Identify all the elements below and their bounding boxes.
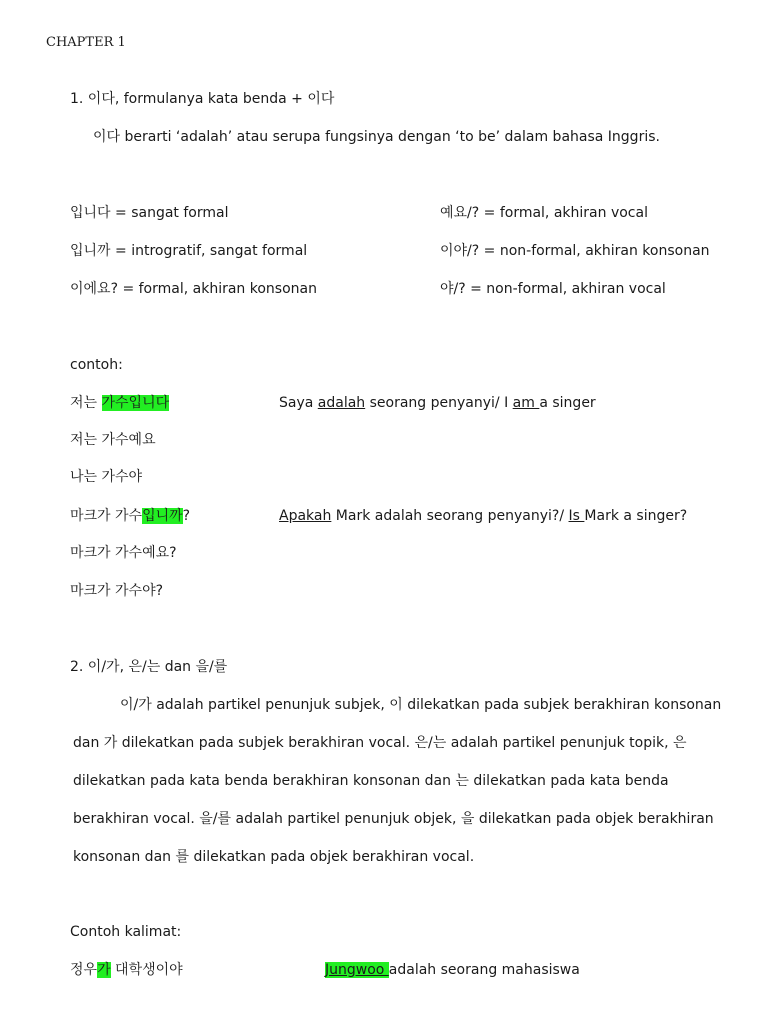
section2-example-korean: [70, 960, 183, 980]
trans-1-a: Saya: [279, 395, 318, 411]
s2-example-pre: 정우: [70, 962, 98, 978]
section2-line-2: dan 가 dilekatkan pada subjek berakhiran vocal. 은/는 adalah partikel penunjuk topik, 은: [73, 735, 687, 751]
section2-example-label: Contoh kalimat:: [70, 924, 182, 940]
section2-example-translation: [325, 960, 580, 980]
trans-4-underline-2: Is: [568, 508, 585, 524]
trans-1-c: a singer: [539, 395, 596, 411]
form-right-3: 야/? = non-formal, akhiran vocal: [440, 281, 666, 297]
trans-4-b: Mark a singer?: [584, 508, 688, 524]
example-5: 마크가 가수예요?: [70, 545, 177, 561]
example-3: 나는 가수야: [70, 469, 143, 485]
form-left-2: 입니까 = introgratif, sangat formal: [70, 243, 308, 259]
example-1-highlight: 가수입니다: [101, 395, 170, 411]
s2-example-highlight: 가: [97, 962, 111, 978]
example-2: 저는 가수예요: [70, 432, 156, 448]
form-right-2: 이야/? = non-formal, akhiran konsonan: [440, 243, 710, 259]
example-1-korean: [70, 393, 169, 413]
example-1-pre: 저는: [70, 395, 102, 411]
trans-4-a: Mark adalah seorang penyanyi?/: [331, 508, 569, 524]
example-4-pre: 마크가 가수: [70, 508, 143, 524]
example-1-translation: [279, 393, 596, 413]
section2-line-3: dilekatkan pada kata benda berakhiran konsonan dan 는 dilekatkan pada kata benda: [73, 773, 669, 789]
example-4-translation: [279, 506, 687, 526]
form-right-1: 예요/? = formal, akhiran vocal: [440, 205, 648, 221]
chapter-title: CHAPTER 1: [46, 35, 126, 50]
section2-line-4: berakhiran vocal. 을/를 adalah partikel penunjuk objek, 을 dilekatkan pada objek berakhiran: [73, 811, 714, 827]
trans-1-underline-2: am: [512, 395, 540, 411]
example-4-korean: [70, 506, 190, 526]
trans-1-b: seorang penyanyi/ I: [365, 395, 513, 411]
s2-example-post: 대학생이야: [110, 962, 183, 978]
section1-intro: 이다 berarti ‘adalah’ atau serupa fungsinya dengan ‘to be’ dalam bahasa Inggris.: [93, 129, 660, 145]
s2-trans-highlight: Jungwoo: [325, 962, 389, 978]
form-left-3: 이에요? = formal, akhiran konsonan: [70, 281, 317, 297]
trans-4-underline-1: Apakah: [279, 508, 332, 524]
section2-line-1: 이/가 adalah partikel penunjuk subjek, 이 dilekatkan pada subjek berakhiran konsonan: [120, 697, 722, 713]
trans-1-underline-1: adalah: [317, 395, 366, 411]
section2-heading: 2. 이/가, 은/는 dan 을/를: [70, 659, 228, 675]
section2-line-5: konsonan dan 를 dilekatkan pada objek berakhiran vocal.: [73, 849, 475, 865]
example-4-post: ?: [182, 508, 191, 524]
s2-trans-post: adalah seorang mahasiswa: [388, 962, 580, 978]
example-6: 마크가 가수야?: [70, 583, 164, 599]
example-label: contoh:: [70, 357, 123, 373]
example-4-highlight: 입니까: [142, 508, 183, 524]
form-left-1: 입니다 = sangat formal: [70, 205, 229, 221]
section1-heading: 1. 이다, formulanya kata benda + 이다: [70, 91, 335, 107]
